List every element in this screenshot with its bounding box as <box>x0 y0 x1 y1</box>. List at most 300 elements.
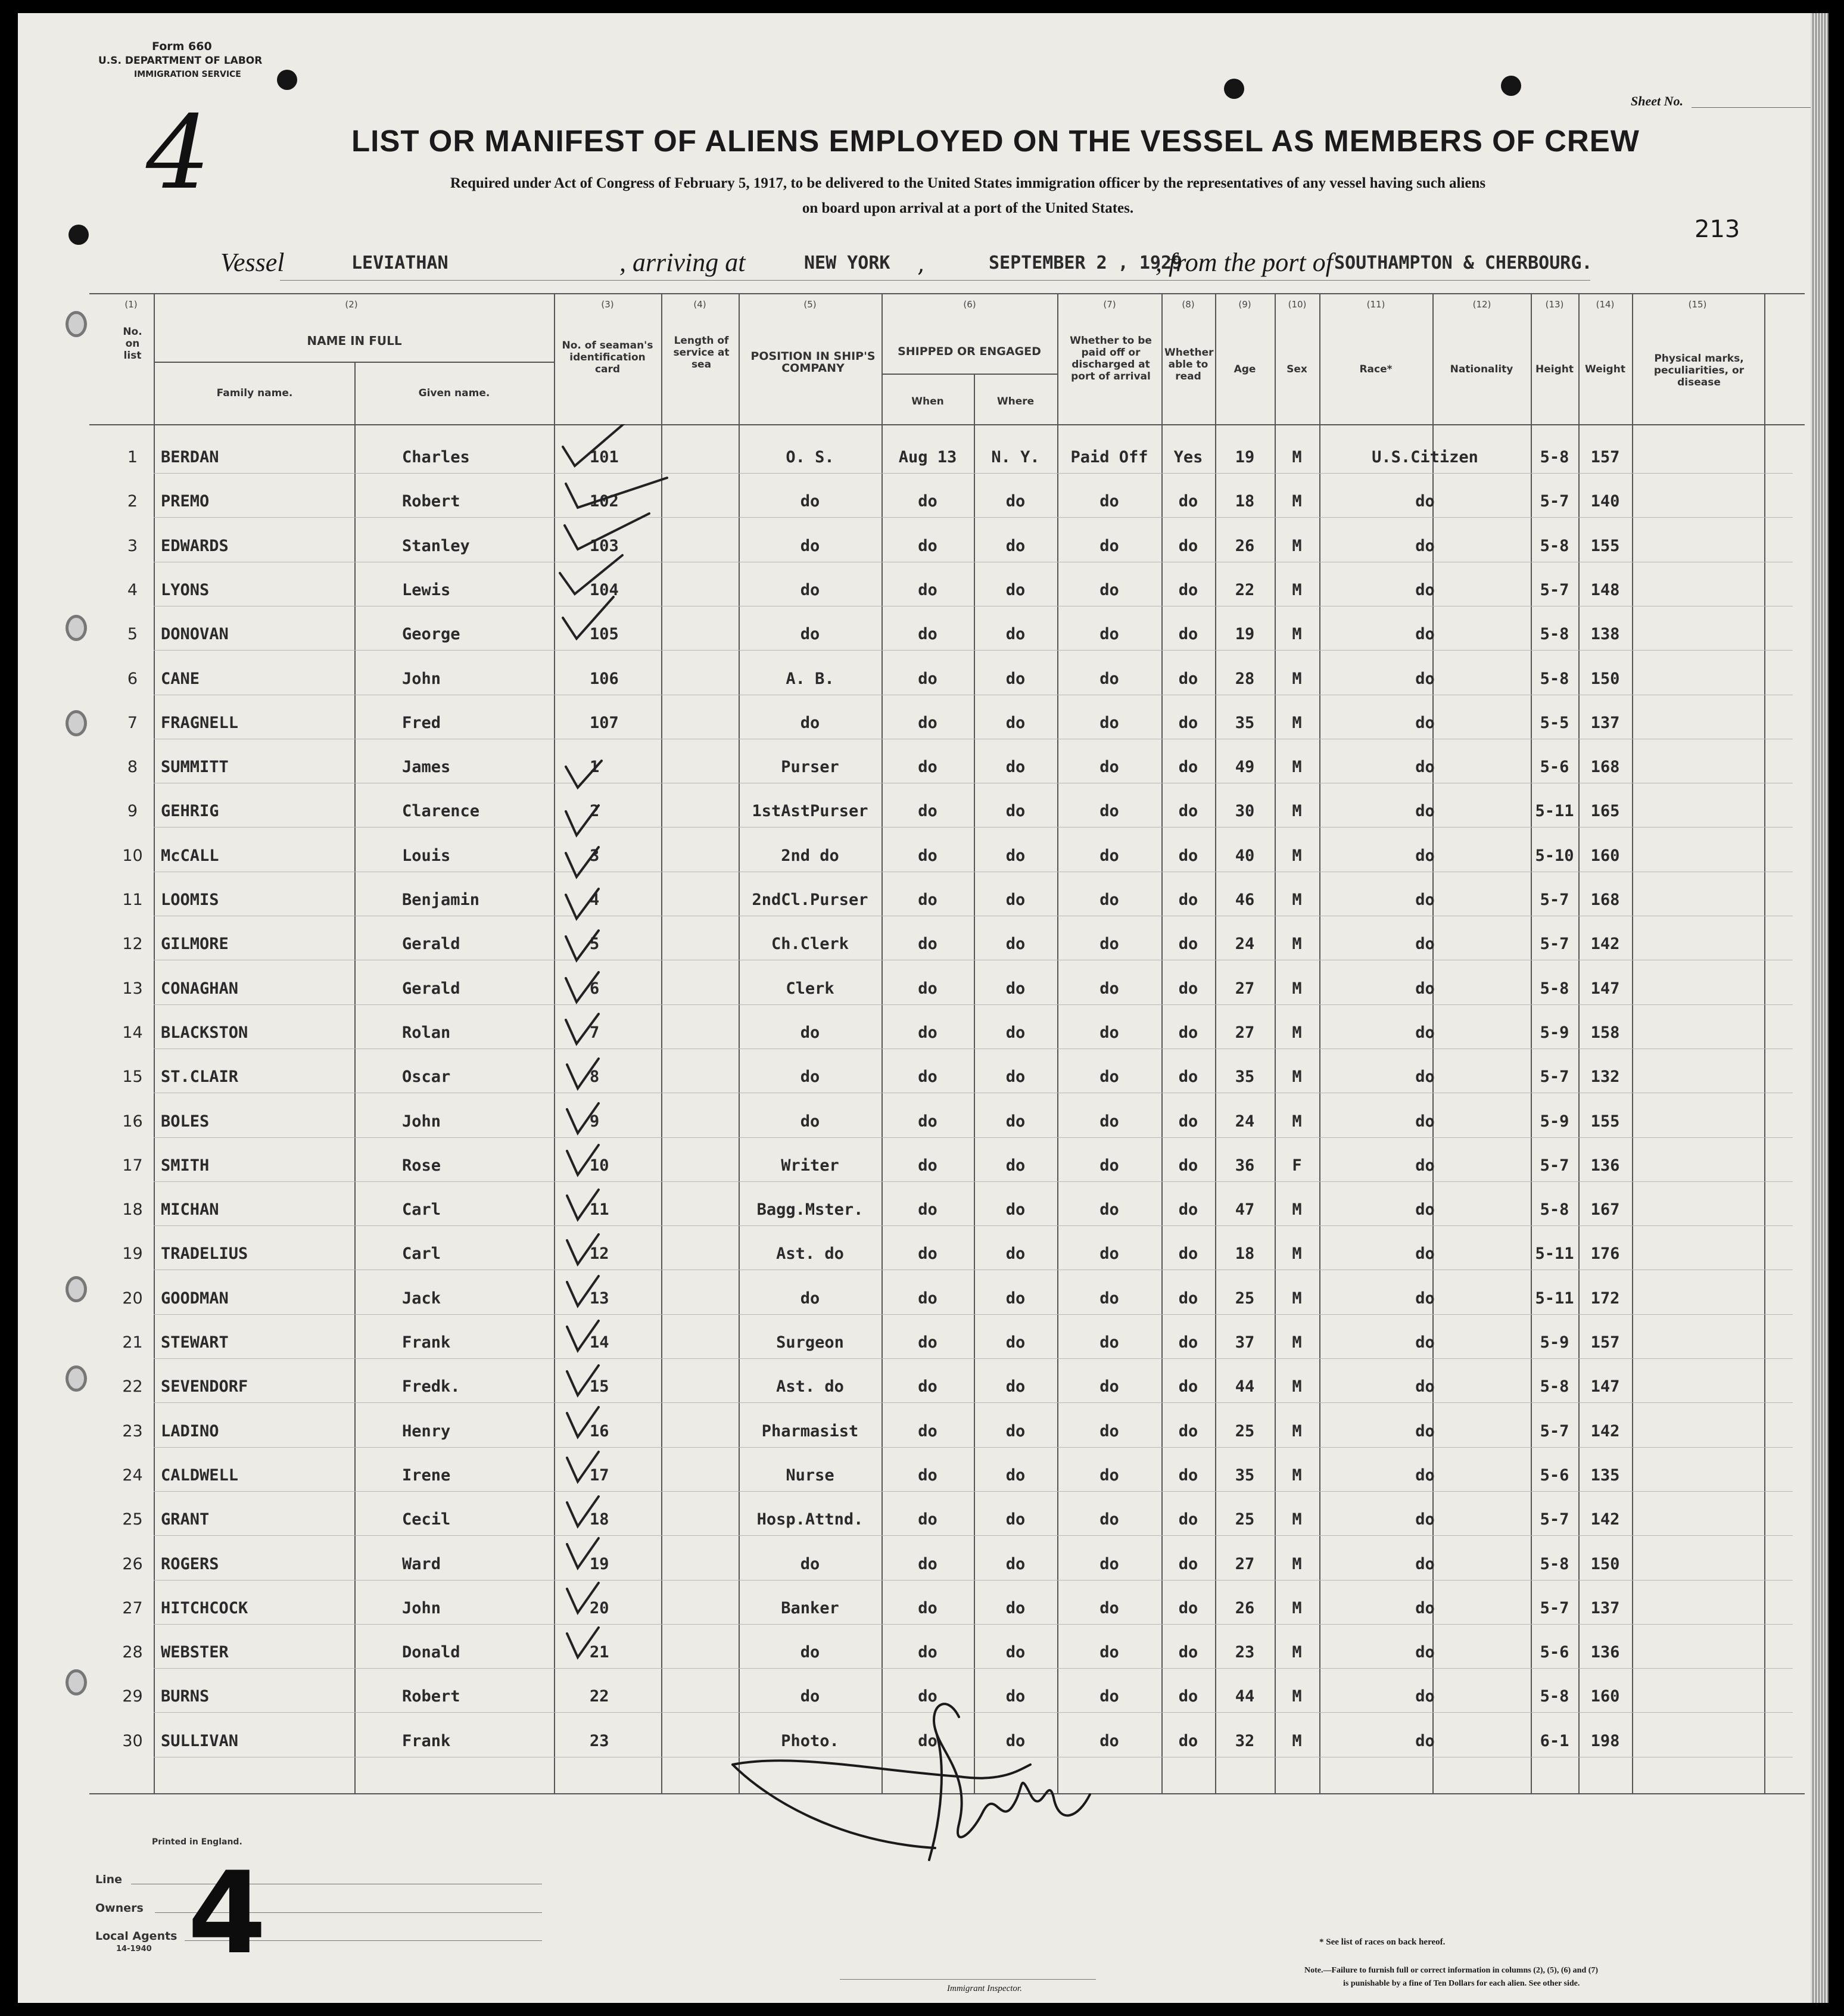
col-head-card: No. of seaman's identification card <box>562 340 653 375</box>
height: 5-8 <box>1540 625 1569 643</box>
shipped-when: do <box>918 891 937 909</box>
col-head-when: When <box>911 396 944 407</box>
card-number: 104 <box>590 581 619 599</box>
age: 49 <box>1235 758 1255 776</box>
age: 18 <box>1235 492 1255 511</box>
col-head-physical: Physical marks, peculiarities, or disease <box>1653 353 1745 388</box>
shipped-when: do <box>918 1555 937 1573</box>
weight: 142 <box>1590 1422 1620 1441</box>
sex: M <box>1292 492 1302 511</box>
weight: 150 <box>1590 1555 1620 1573</box>
family-name: SMITH <box>161 1156 210 1175</box>
sex: M <box>1292 1112 1302 1131</box>
card-number: 12 <box>590 1245 609 1263</box>
shipped-when: do <box>918 1510 937 1529</box>
card-number: 105 <box>590 625 619 643</box>
shipped-when: do <box>918 979 937 998</box>
arrival-port: NEW YORK <box>804 253 890 273</box>
age: 44 <box>1235 1377 1255 1396</box>
row-number: 2 <box>127 492 138 511</box>
shipped-when: do <box>918 1200 937 1219</box>
able-to-read: do <box>1178 1200 1198 1219</box>
row-number: 7 <box>127 714 138 732</box>
given-name: Irene <box>402 1466 451 1485</box>
shipped-where: do <box>1005 1112 1026 1131</box>
shipped-where: do <box>1005 1023 1026 1042</box>
race-nationality: do <box>1415 1068 1435 1086</box>
col-number: (3) <box>601 299 614 310</box>
paid-off: do <box>1099 1599 1119 1617</box>
family-name: LADINO <box>161 1422 219 1441</box>
row-rule <box>154 1535 1793 1536</box>
given-name: Rose <box>402 1156 441 1175</box>
age: 30 <box>1235 802 1255 820</box>
race-nationality: do <box>1415 1156 1435 1175</box>
col-number: (6) <box>963 299 976 310</box>
paid-off: do <box>1099 1643 1119 1662</box>
race-nationality: do <box>1415 1510 1435 1529</box>
age: 28 <box>1235 670 1255 688</box>
col-head-shipped: SHIPPED OR ENGAGED <box>898 345 1041 358</box>
weight: 147 <box>1590 1377 1620 1396</box>
card-number: 106 <box>590 670 619 688</box>
age: 35 <box>1235 1466 1255 1485</box>
family-name: BLACKSTON <box>161 1023 248 1042</box>
card-number: 102 <box>590 492 619 511</box>
shipped-where: do <box>1005 935 1026 953</box>
shipped-when: do <box>918 537 937 555</box>
paid-off: do <box>1099 1156 1119 1175</box>
given-name: Frank <box>402 1333 451 1352</box>
card-number: 23 <box>590 1732 609 1750</box>
height: 5-8 <box>1540 1555 1569 1573</box>
col-head-name: NAME IN FULL <box>307 334 402 348</box>
height: 5-9 <box>1540 1333 1569 1352</box>
able-to-read: Yes <box>1173 448 1203 466</box>
shipped-where: do <box>1005 802 1026 820</box>
row-rule <box>154 1402 1793 1403</box>
family-name: ST.CLAIR <box>161 1068 239 1086</box>
race-nationality: do <box>1415 1687 1435 1706</box>
race-nationality: do <box>1415 581 1435 599</box>
sex: M <box>1292 1510 1302 1529</box>
col-head-paid-off: Whether to be paid off or discharged at port of arrival <box>1070 335 1152 382</box>
age: 18 <box>1235 1245 1255 1263</box>
table-top-border <box>89 293 1805 294</box>
age: 25 <box>1235 1510 1255 1529</box>
table-header-bottom <box>89 424 1805 425</box>
sex: M <box>1292 625 1302 643</box>
paid-off: do <box>1099 1555 1119 1573</box>
paid-off: do <box>1099 1023 1119 1042</box>
row-rule <box>154 1314 1793 1315</box>
col-divider <box>1632 293 1633 1793</box>
height: 5-7 <box>1540 935 1569 953</box>
weight: 136 <box>1590 1643 1620 1662</box>
race-nationality: do <box>1415 1200 1435 1219</box>
shipped-when: do <box>918 625 937 643</box>
race-nationality: do <box>1415 714 1435 732</box>
given-name: Robert <box>402 1687 460 1706</box>
binder-ring <box>66 710 87 736</box>
height: 5-7 <box>1540 1510 1569 1529</box>
handwritten-number: 4 <box>188 1847 267 1979</box>
paid-off: do <box>1099 1200 1119 1219</box>
shipped-where: do <box>1005 1510 1026 1529</box>
height: 5-7 <box>1540 492 1569 511</box>
given-name: John <box>402 670 441 688</box>
row-number: 23 <box>122 1422 143 1441</box>
card-number: 1 <box>590 758 600 776</box>
sex: M <box>1292 891 1302 909</box>
shipped-where: do <box>1005 1466 1026 1485</box>
col-head-length: Length of service at sea <box>673 335 730 371</box>
position: Ast. do <box>776 1377 844 1396</box>
paid-off: do <box>1099 1245 1119 1263</box>
race-nationality: do <box>1415 979 1435 998</box>
shipped-where: do <box>1005 1555 1026 1573</box>
family-name: CONAGHAN <box>161 979 239 998</box>
given-name: James <box>402 758 451 776</box>
shipped-when: Aug 13 <box>898 448 957 466</box>
sex: M <box>1292 714 1302 732</box>
position: do <box>800 1289 820 1308</box>
height: 6-1 <box>1540 1732 1569 1750</box>
given-name: Robert <box>402 492 460 511</box>
position: do <box>800 1068 820 1086</box>
card-number: 20 <box>590 1599 609 1617</box>
paid-off: do <box>1099 670 1119 688</box>
race-nationality: do <box>1415 537 1435 555</box>
given-name: Clarence <box>402 802 480 820</box>
form-number: Form 660 <box>152 40 212 53</box>
age: 40 <box>1235 847 1255 865</box>
weight: 172 <box>1590 1289 1620 1308</box>
age: 44 <box>1235 1687 1255 1706</box>
weight: 137 <box>1590 1599 1620 1617</box>
col-head-given: Given name. <box>418 387 490 399</box>
row-number: 5 <box>127 625 138 643</box>
from-port-label: , from the port of <box>1155 248 1333 277</box>
weight: 160 <box>1590 1687 1620 1706</box>
able-to-read: do <box>1178 1112 1198 1131</box>
punch-hole <box>1224 79 1244 99</box>
height: 5-6 <box>1540 1643 1569 1662</box>
able-to-read: do <box>1178 625 1198 643</box>
paid-off: do <box>1099 802 1119 820</box>
given-name: George <box>402 625 460 643</box>
weight: 150 <box>1590 670 1620 688</box>
card-number: 10 <box>590 1156 609 1175</box>
service: IMMIGRATION SERVICE <box>134 70 241 79</box>
family-name: SULLIVAN <box>161 1732 239 1750</box>
row-rule <box>154 1358 1793 1359</box>
row-number: 18 <box>122 1200 143 1219</box>
shipped-when: do <box>918 1289 937 1308</box>
family-name: McCALL <box>161 847 219 865</box>
sex: M <box>1292 847 1302 865</box>
weight: 165 <box>1590 802 1620 820</box>
position: do <box>800 1112 820 1131</box>
given-name: Carl <box>402 1245 441 1263</box>
weight: 198 <box>1590 1732 1620 1750</box>
height: 5-6 <box>1540 758 1569 776</box>
position: do <box>800 1023 820 1042</box>
position: Hosp.Attnd. <box>756 1510 864 1529</box>
height: 5-9 <box>1540 1112 1569 1131</box>
row-number: 27 <box>122 1599 143 1617</box>
able-to-read: do <box>1178 802 1198 820</box>
row-number: 30 <box>122 1732 143 1750</box>
sex: M <box>1292 1643 1302 1662</box>
able-to-read: do <box>1178 1023 1198 1042</box>
agents-label: Local Agents <box>95 1930 177 1943</box>
height: 5-8 <box>1540 1687 1569 1706</box>
position: Surgeon <box>776 1333 844 1352</box>
shipped-when: do <box>918 714 937 732</box>
col-number: (14) <box>1596 299 1615 310</box>
page-title: LIST OR MANIFEST OF ALIENS EMPLOYED ON THE VESSEL AS MEMBERS OF CREW <box>351 124 1640 158</box>
handwritten-mark: 4 <box>146 94 211 212</box>
sex: M <box>1292 1466 1302 1485</box>
sex: M <box>1292 1377 1302 1396</box>
given-name: Gerald <box>402 979 460 998</box>
shipped-when: do <box>918 1687 937 1706</box>
card-number: 18 <box>590 1510 609 1529</box>
voyage-underline <box>280 280 1590 281</box>
position: Nurse <box>786 1466 834 1485</box>
page-number: 213 <box>1695 216 1740 243</box>
height: 5-7 <box>1540 581 1569 599</box>
shipped-where: do <box>1005 1732 1026 1750</box>
card-number: 2 <box>590 802 600 820</box>
paid-off: do <box>1099 492 1119 511</box>
able-to-read: do <box>1178 714 1198 732</box>
card-number: 8 <box>590 1068 600 1086</box>
race-nationality: do <box>1415 492 1435 511</box>
paid-off: do <box>1099 581 1119 599</box>
row-rule <box>154 517 1793 518</box>
given-name: Stanley <box>402 537 470 555</box>
card-number: 21 <box>590 1643 609 1662</box>
weight: 135 <box>1590 1466 1620 1485</box>
able-to-read: do <box>1178 891 1198 909</box>
col-number: (13) <box>1545 299 1564 310</box>
shipped-where: do <box>1005 979 1026 998</box>
inspector-line <box>840 1979 1096 1980</box>
height: 5-5 <box>1540 714 1569 732</box>
able-to-read: do <box>1178 1555 1198 1573</box>
position: O. S. <box>786 448 834 466</box>
family-name: BERDAN <box>161 448 219 466</box>
binder-ring <box>66 1365 87 1392</box>
given-name: John <box>402 1599 441 1617</box>
race-nationality: do <box>1415 1023 1435 1042</box>
col-number: (12) <box>1472 299 1491 310</box>
paid-off: do <box>1099 714 1119 732</box>
card-number: 4 <box>590 891 600 909</box>
race-nationality: do <box>1415 1422 1435 1441</box>
weight: 138 <box>1590 625 1620 643</box>
able-to-read: do <box>1178 1687 1198 1706</box>
height: 5-11 <box>1535 1289 1574 1308</box>
printed-note: Printed in England. <box>152 1837 242 1847</box>
able-to-read: do <box>1178 1732 1198 1750</box>
sex: M <box>1292 1245 1302 1263</box>
race-nationality: do <box>1415 1112 1435 1131</box>
position: Purser <box>781 758 839 776</box>
race-nationality: do <box>1415 1333 1435 1352</box>
penalty-note-1: Note.—Failure to furnish full or correct information in columns (2), (5), (6) and (7) <box>1304 1966 1599 1975</box>
row-rule <box>154 1225 1793 1226</box>
position: Photo. <box>781 1732 839 1750</box>
manifest-sheet <box>18 13 1829 2003</box>
sex: M <box>1292 1732 1302 1750</box>
departure-port: SOUTHAMPTON & CHERBOURG. <box>1334 253 1593 273</box>
race-nationality: do <box>1415 758 1435 776</box>
position: do <box>800 537 820 555</box>
family-name: GEHRIG <box>161 802 219 820</box>
given-name: Donald <box>402 1643 460 1662</box>
paid-off: Paid Off <box>1070 448 1148 466</box>
height: 5-8 <box>1540 1377 1569 1396</box>
paid-off: do <box>1099 1112 1119 1131</box>
col-head-family: Family name. <box>216 387 293 399</box>
able-to-read: do <box>1178 492 1198 511</box>
age: 24 <box>1235 1112 1255 1131</box>
shipped-when: do <box>918 802 937 820</box>
age: 27 <box>1235 1555 1255 1573</box>
arrival-date: SEPTEMBER 2 , 1929 <box>989 253 1183 273</box>
row-number: 25 <box>122 1510 143 1529</box>
row-number: 10 <box>122 847 143 865</box>
row-rule <box>154 1181 1793 1182</box>
weight: 168 <box>1590 891 1620 909</box>
age: 24 <box>1235 935 1255 953</box>
row-number: 14 <box>122 1023 143 1042</box>
weight: 176 <box>1590 1245 1620 1263</box>
shipped-where: do <box>1005 537 1026 555</box>
sheet-number-line <box>1692 107 1811 108</box>
col-head-no: No. on list <box>123 326 142 362</box>
family-name: ROGERS <box>161 1555 219 1573</box>
able-to-read: do <box>1178 979 1198 998</box>
binder-ring <box>66 311 87 337</box>
shipped-where: do <box>1005 670 1026 688</box>
col-number: (1) <box>124 299 138 310</box>
card-number: 15 <box>590 1377 609 1396</box>
row-rule <box>154 1447 1793 1448</box>
penalty-note-2: is punishable by a fine of Ten Dollars for each alien. See other side. <box>1343 1979 1580 1988</box>
department: U.S. DEPARTMENT OF LABOR <box>98 55 263 67</box>
inspector-label: Immigrant Inspector. <box>947 1984 1022 1993</box>
race-nationality: do <box>1415 1599 1435 1617</box>
paid-off: do <box>1099 935 1119 953</box>
age: 35 <box>1235 714 1255 732</box>
paid-off: do <box>1099 1377 1119 1396</box>
shipped-when: do <box>918 492 937 511</box>
card-number: 103 <box>590 537 619 555</box>
family-name: DONOVAN <box>161 625 229 643</box>
able-to-read: do <box>1178 1599 1198 1617</box>
weight: 142 <box>1590 1510 1620 1529</box>
col-head-nationality: Nationality <box>1450 363 1513 375</box>
shipped-where: do <box>1005 1333 1026 1352</box>
shipped-where: do <box>1005 1068 1026 1086</box>
card-number: 13 <box>590 1289 609 1308</box>
card-number: 9 <box>590 1112 600 1131</box>
card-number: 17 <box>590 1466 609 1485</box>
sex: M <box>1292 935 1302 953</box>
shipped-where: do <box>1005 1422 1026 1441</box>
sex: M <box>1292 537 1302 555</box>
paid-off: do <box>1099 1510 1119 1529</box>
height: 5-8 <box>1540 1200 1569 1219</box>
sex: M <box>1292 758 1302 776</box>
position: do <box>800 1555 820 1573</box>
paid-off: do <box>1099 1289 1119 1308</box>
able-to-read: do <box>1178 670 1198 688</box>
race-nationality: do <box>1415 625 1435 643</box>
position: Clerk <box>786 979 834 998</box>
card-number: 16 <box>590 1422 609 1441</box>
age: 22 <box>1235 581 1255 599</box>
agents-code: 14-1940 <box>116 1945 152 1953</box>
given-name: Louis <box>402 847 451 865</box>
shipped-where: do <box>1005 1200 1026 1219</box>
age: 26 <box>1235 1599 1255 1617</box>
paid-off: do <box>1099 758 1119 776</box>
row-number: 17 <box>122 1156 143 1175</box>
sex: M <box>1292 1333 1302 1352</box>
able-to-read: do <box>1178 1377 1198 1396</box>
shipped-when: do <box>918 1023 937 1042</box>
height: 5-11 <box>1535 1245 1574 1263</box>
age: 25 <box>1235 1289 1255 1308</box>
age: 47 <box>1235 1200 1255 1219</box>
sex: M <box>1292 448 1302 466</box>
row-rule <box>154 473 1793 474</box>
shipped-where: do <box>1005 1599 1026 1617</box>
age: 46 <box>1235 891 1255 909</box>
weight: 160 <box>1590 847 1620 865</box>
given-name: John <box>402 1112 441 1131</box>
row-number: 16 <box>122 1112 143 1131</box>
card-number: 5 <box>590 935 600 953</box>
row-rule <box>154 1491 1793 1492</box>
position: Banker <box>781 1599 839 1617</box>
family-name: BURNS <box>161 1687 210 1706</box>
position: Bagg.Mster. <box>756 1200 864 1219</box>
shipped-when: do <box>918 935 937 953</box>
col-number: (10) <box>1288 299 1307 310</box>
card-number: 101 <box>590 448 619 466</box>
line-label: Line <box>95 1873 123 1886</box>
able-to-read: do <box>1178 1643 1198 1662</box>
given-name: Fred <box>402 714 441 732</box>
weight: 147 <box>1590 979 1620 998</box>
race-nationality: do <box>1415 1555 1435 1573</box>
card-number: 6 <box>590 979 600 998</box>
subtitle-line2: on board upon arrival at a port of the United States. <box>802 200 1134 216</box>
position: Pharmasist <box>761 1422 859 1441</box>
shipped-when: do <box>918 1333 937 1352</box>
height: 5-7 <box>1540 891 1569 909</box>
weight: 155 <box>1590 537 1620 555</box>
age: 36 <box>1235 1156 1255 1175</box>
age: 32 <box>1235 1732 1255 1750</box>
shipped-where: do <box>1005 758 1026 776</box>
